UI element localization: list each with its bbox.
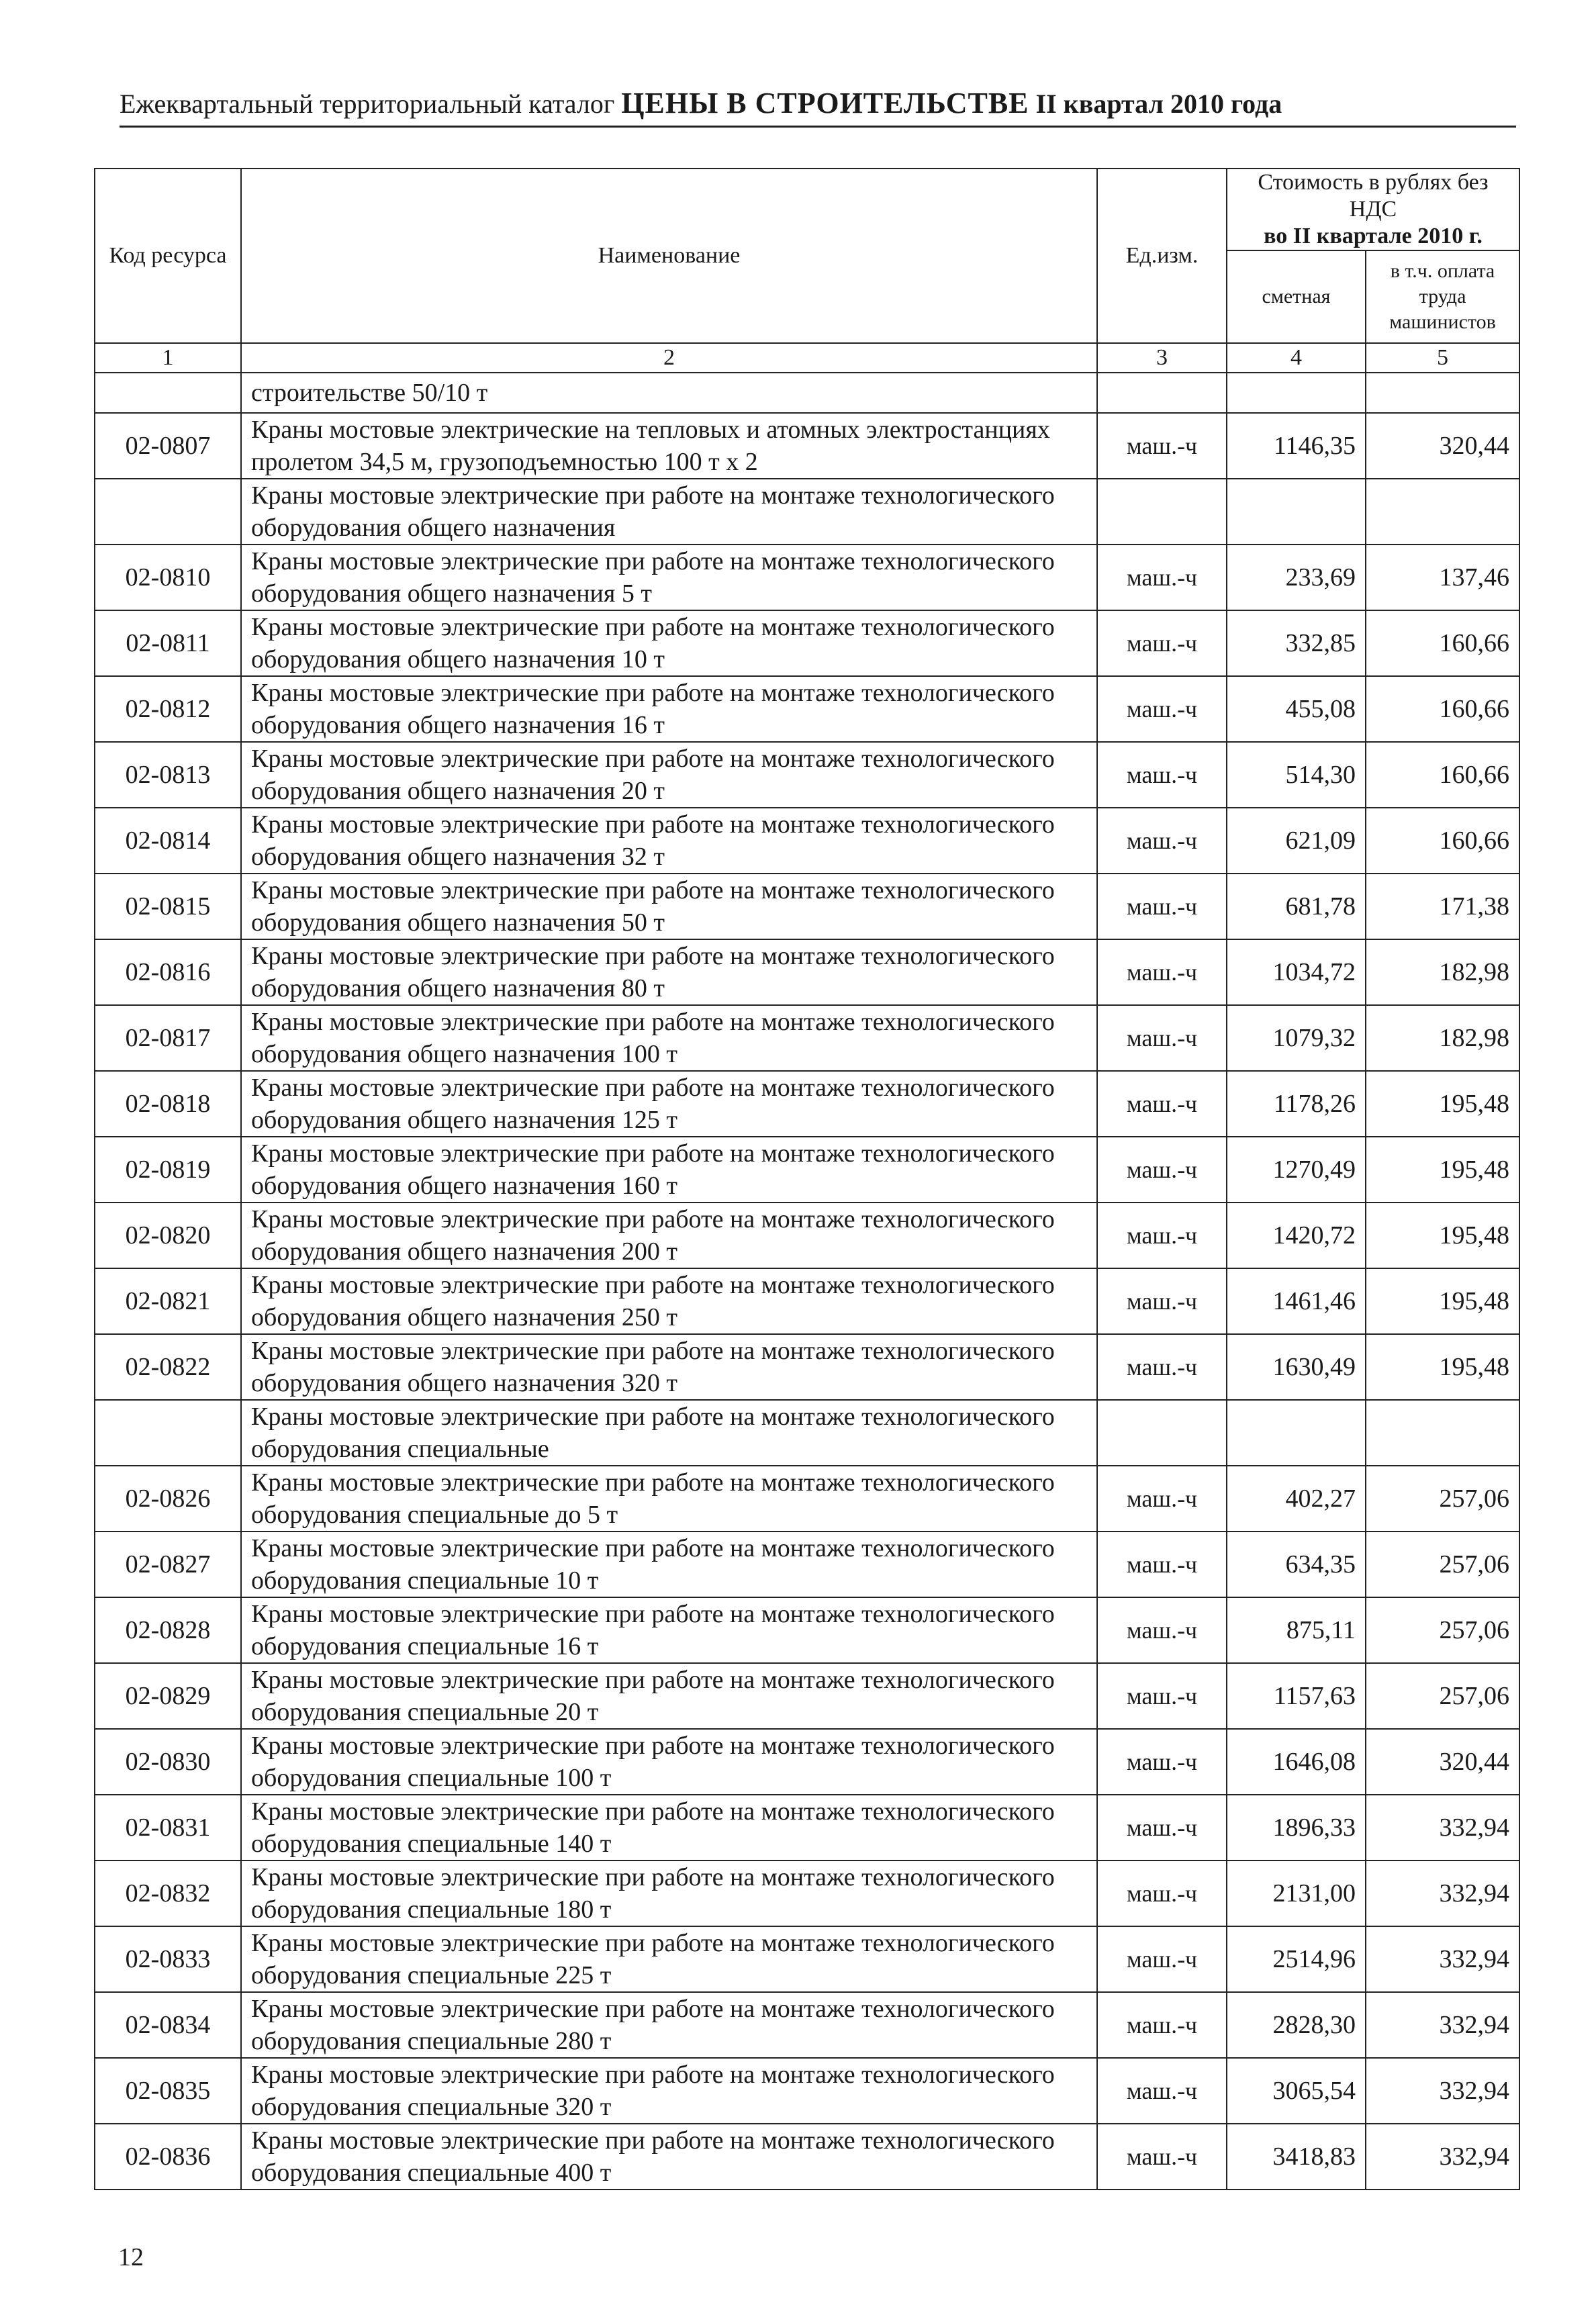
page-header [120, 86, 1516, 128]
cell-cost: 455,08 [1227, 676, 1366, 742]
cell-name: Краны мостовые электрические при работе на монтаже технологического оборудования специальные 225 т [241, 1926, 1097, 1992]
cell-name: Краны мостовые электрические при работе на монтаже технологического оборудования специальные 140 т [241, 1795, 1097, 1861]
cell-wage: 195,48 [1366, 1334, 1519, 1400]
cell-name: Краны мостовые электрические при работе на монтаже технологического оборудования общего назначения 50 т [241, 874, 1097, 939]
cell-unit: маш.-ч [1097, 1071, 1227, 1137]
cell-code [95, 373, 241, 413]
table-row [95, 1334, 1519, 1400]
cell-name: Краны мостовые электрические на тепловых и атомных электростанциях пролетом 34,5 м, грузоподъемностью 100 т х 2 [241, 413, 1097, 479]
table-row [95, 1532, 1519, 1597]
cell-cost: 2131,00 [1227, 1861, 1366, 1926]
cell-unit: маш.-ч [1097, 1466, 1227, 1532]
table-row [95, 610, 1519, 676]
cell-code: 02-0810 [95, 545, 241, 610]
cell-code: 02-0836 [95, 2124, 241, 2190]
cell-name: Краны мостовые электрические при работе на монтаже технологического оборудования общего назначения [241, 479, 1097, 545]
table-row [95, 1268, 1519, 1334]
table-row [95, 1861, 1519, 1926]
table-row [95, 2124, 1519, 2190]
cell-code: 02-0820 [95, 1203, 241, 1268]
cell-cost: 1157,63 [1227, 1663, 1366, 1729]
cell-wage: 160,66 [1366, 610, 1519, 676]
cell-code: 02-0819 [95, 1137, 241, 1203]
cell-wage [1366, 1400, 1519, 1466]
cell-unit: маш.-ч [1097, 874, 1227, 939]
table-row [95, 1597, 1519, 1663]
table-row [95, 808, 1519, 874]
cell-wage: 171,38 [1366, 874, 1519, 939]
header-code: Код ресурса [95, 169, 241, 343]
column-number: 5 [1366, 343, 1519, 373]
table-row [95, 874, 1519, 939]
cell-wage: 160,66 [1366, 808, 1519, 874]
cell-cost: 3418,83 [1227, 2124, 1366, 2190]
cell-cost: 233,69 [1227, 545, 1366, 610]
cell-cost: 681,78 [1227, 874, 1366, 939]
cell-cost [1227, 1400, 1366, 1466]
cell-name: Краны мостовые электрические при работе на монтаже технологического оборудования общего назначения 5 т [241, 545, 1097, 610]
cell-wage [1366, 479, 1519, 545]
cell-name: Краны мостовые электрические при работе на монтаже технологического оборудования общего назначения 32 т [241, 808, 1097, 874]
table-row [95, 1071, 1519, 1137]
header-cost [1227, 169, 1519, 250]
table-row [95, 1926, 1519, 1992]
cell-unit: маш.-ч [1097, 2058, 1227, 2124]
cell-wage: 182,98 [1366, 1005, 1519, 1071]
table-row [95, 676, 1519, 742]
cell-cost [1227, 373, 1366, 413]
cell-code: 02-0826 [95, 1466, 241, 1532]
cell-code: 02-0807 [95, 413, 241, 479]
cell-wage: 195,48 [1366, 1268, 1519, 1334]
cell-code: 02-0832 [95, 1861, 241, 1926]
header-prefix: Ежеквартальный территориальный каталог [120, 89, 622, 119]
table-row [95, 1137, 1519, 1203]
cell-wage: 257,06 [1366, 1532, 1519, 1597]
cell-wage: 195,48 [1366, 1137, 1519, 1203]
cell-name: Краны мостовые электрические при работе на монтаже технологического оборудования общего назначения 20 т [241, 742, 1097, 808]
cell-wage: 257,06 [1366, 1597, 1519, 1663]
cell-name: Краны мостовые электрические при работе на монтаже технологического оборудования общего назначения 160 т [241, 1137, 1097, 1203]
cell-code: 02-0829 [95, 1663, 241, 1729]
cell-code: 02-0821 [95, 1268, 241, 1334]
cell-unit [1097, 1400, 1227, 1466]
cell-cost: 621,09 [1227, 808, 1366, 874]
cell-unit: маш.-ч [1097, 939, 1227, 1005]
cell-unit: маш.-ч [1097, 1795, 1227, 1861]
table-row [95, 373, 1519, 413]
cell-cost: 1896,33 [1227, 1795, 1366, 1861]
cell-name: Краны мостовые электрические при работе на монтаже технологического оборудования общего назначения 16 т [241, 676, 1097, 742]
cell-code [95, 479, 241, 545]
cell-code: 02-0830 [95, 1729, 241, 1795]
cell-wage: 195,48 [1366, 1071, 1519, 1137]
cell-code: 02-0833 [95, 1926, 241, 1992]
cell-cost: 2514,96 [1227, 1926, 1366, 1992]
cell-code: 02-0815 [95, 874, 241, 939]
cell-name: Краны мостовые электрические при работе на монтаже технологического оборудования специальные 16 т [241, 1597, 1097, 1663]
table-row [95, 479, 1519, 545]
cell-code: 02-0831 [95, 1795, 241, 1861]
column-number: 2 [241, 343, 1097, 373]
cell-wage: 137,46 [1366, 545, 1519, 610]
cell-code: 02-0818 [95, 1071, 241, 1137]
cell-unit: маш.-ч [1097, 676, 1227, 742]
table-row [95, 1992, 1519, 2058]
header-name: Наименование [241, 169, 1097, 343]
cell-unit: маш.-ч [1097, 545, 1227, 610]
column-number: 1 [95, 343, 241, 373]
cell-name: Краны мостовые электрические при работе на монтаже технологического оборудования специальные 100 т [241, 1729, 1097, 1795]
table-row [95, 1466, 1519, 1532]
cell-unit: маш.-ч [1097, 742, 1227, 808]
cell-unit: маш.-ч [1097, 413, 1227, 479]
cell-name: Краны мостовые электрические при работе на монтаже технологического оборудования специальные 320 т [241, 2058, 1097, 2124]
cell-cost: 514,30 [1227, 742, 1366, 808]
cell-cost: 1270,49 [1227, 1137, 1366, 1203]
cell-unit: маш.-ч [1097, 808, 1227, 874]
cell-wage [1366, 373, 1519, 413]
header-quarter: II квартал 2010 года [1029, 89, 1282, 119]
cell-wage: 332,94 [1366, 1795, 1519, 1861]
cell-wage: 332,94 [1366, 1992, 1519, 2058]
cell-unit: маш.-ч [1097, 1334, 1227, 1400]
header-cost-line1: Стоимость в рублях без НДС [1258, 170, 1489, 222]
cell-cost: 1630,49 [1227, 1334, 1366, 1400]
cell-wage: 195,48 [1366, 1203, 1519, 1268]
cell-unit: маш.-ч [1097, 1861, 1227, 1926]
cell-code: 02-0835 [95, 2058, 241, 2124]
cell-name: Краны мостовые электрические при работе на монтаже технологического оборудования специальные до 5 т [241, 1466, 1097, 1532]
cell-unit: маш.-ч [1097, 1663, 1227, 1729]
table-row [95, 1005, 1519, 1071]
cell-wage: 332,94 [1366, 1861, 1519, 1926]
cell-cost: 875,11 [1227, 1597, 1366, 1663]
cell-wage: 320,44 [1366, 1729, 1519, 1795]
column-number: 4 [1227, 343, 1366, 373]
cell-unit: маш.-ч [1097, 1597, 1227, 1663]
cell-name: Краны мостовые электрические при работе на монтаже технологического оборудования общего назначения 250 т [241, 1268, 1097, 1334]
cell-name: Краны мостовые электрические при работе на монтаже технологического оборудования общего назначения 10 т [241, 610, 1097, 676]
page-number: 12 [118, 2243, 144, 2271]
cell-name: Краны мостовые электрические при работе на монтаже технологического оборудования общего назначения 200 т [241, 1203, 1097, 1268]
cell-code: 02-0811 [95, 610, 241, 676]
cell-code: 02-0822 [95, 1334, 241, 1400]
cell-code [95, 1400, 241, 1466]
cell-wage: 332,94 [1366, 1926, 1519, 1992]
cell-wage: 257,06 [1366, 1663, 1519, 1729]
cell-wage: 320,44 [1366, 413, 1519, 479]
cell-name: Краны мостовые электрические при работе на монтаже технологического оборудования общего назначения 320 т [241, 1334, 1097, 1400]
table-body [95, 373, 1519, 2190]
header-cost-line2: во II квартале 2010 г. [1264, 224, 1483, 248]
table-row [95, 939, 1519, 1005]
header-estimate: сметная [1227, 250, 1366, 343]
cell-unit: маш.-ч [1097, 1005, 1227, 1071]
cell-name: Краны мостовые электрические при работе на монтаже технологического оборудования общего назначения 80 т [241, 939, 1097, 1005]
cell-unit: маш.-ч [1097, 2124, 1227, 2190]
cell-unit: маш.-ч [1097, 1992, 1227, 2058]
cell-unit: маш.-ч [1097, 1268, 1227, 1334]
cell-code: 02-0817 [95, 1005, 241, 1071]
table-row [95, 742, 1519, 808]
table-row [95, 1663, 1519, 1729]
cell-unit: маш.-ч [1097, 1729, 1227, 1795]
cell-name: Краны мостовые электрические при работе на монтаже технологического оборудования специальные 180 т [241, 1861, 1097, 1926]
table-row [95, 1400, 1519, 1466]
cell-cost: 1034,72 [1227, 939, 1366, 1005]
cell-cost: 3065,54 [1227, 2058, 1366, 2124]
cell-code: 02-0828 [95, 1597, 241, 1663]
cell-unit: маш.-ч [1097, 1926, 1227, 1992]
cell-unit: маш.-ч [1097, 1203, 1227, 1268]
cell-name: Краны мостовые электрические при работе на монтаже технологического оборудования специальные 280 т [241, 1992, 1097, 2058]
cell-wage: 332,94 [1366, 2058, 1519, 2124]
table-row [95, 1729, 1519, 1795]
cell-cost: 1646,08 [1227, 1729, 1366, 1795]
header-unit: Ед.изм. [1097, 169, 1227, 343]
cell-unit [1097, 479, 1227, 545]
cell-unit: маш.-ч [1097, 1532, 1227, 1597]
cell-cost: 2828,30 [1227, 1992, 1366, 2058]
cell-wage: 332,94 [1366, 2124, 1519, 2190]
table-row [95, 1795, 1519, 1861]
cell-code: 02-0812 [95, 676, 241, 742]
cell-name: Краны мостовые электрические при работе на монтаже технологического оборудования специальные [241, 1400, 1097, 1466]
cell-name: Краны мостовые электрические при работе на монтаже технологического оборудования общего назначения 125 т [241, 1071, 1097, 1137]
cell-name: строительстве 50/10 т [241, 373, 1097, 413]
cell-cost [1227, 479, 1366, 545]
cell-code: 02-0814 [95, 808, 241, 874]
price-table [94, 168, 1520, 2190]
table-row [95, 413, 1519, 479]
column-number: 3 [1097, 343, 1227, 373]
catalog-title: ЦЕНЫ В СТРОИТЕЛЬСТВЕ [621, 87, 1029, 120]
cell-cost: 1178,26 [1227, 1071, 1366, 1137]
cell-cost: 1420,72 [1227, 1203, 1366, 1268]
cell-wage: 160,66 [1366, 742, 1519, 808]
cell-unit: маш.-ч [1097, 1137, 1227, 1203]
column-numbers-row [95, 343, 1519, 373]
table-row [95, 545, 1519, 610]
cell-wage: 160,66 [1366, 676, 1519, 742]
cell-name: Краны мостовые электрические при работе на монтаже технологического оборудования специальные 400 т [241, 2124, 1097, 2190]
cell-code: 02-0813 [95, 742, 241, 808]
cell-name: Краны мостовые электрические при работе на монтаже технологического оборудования специальные 10 т [241, 1532, 1097, 1597]
cell-unit: маш.-ч [1097, 610, 1227, 676]
cell-code: 02-0816 [95, 939, 241, 1005]
cell-cost: 1079,32 [1227, 1005, 1366, 1071]
cell-unit [1097, 373, 1227, 413]
cell-code: 02-0834 [95, 1992, 241, 2058]
cell-cost: 1461,46 [1227, 1268, 1366, 1334]
header-wage: в т.ч. оплата труда машинистов [1366, 250, 1519, 343]
cell-wage: 257,06 [1366, 1466, 1519, 1532]
cell-cost: 402,27 [1227, 1466, 1366, 1532]
cell-name: Краны мостовые электрические при работе на монтаже технологического оборудования общего назначения 100 т [241, 1005, 1097, 1071]
cell-cost: 1146,35 [1227, 413, 1366, 479]
cell-wage: 182,98 [1366, 939, 1519, 1005]
cell-name: Краны мостовые электрические при работе на монтаже технологического оборудования специальные 20 т [241, 1663, 1097, 1729]
cell-cost: 332,85 [1227, 610, 1366, 676]
table-row [95, 2058, 1519, 2124]
cell-code: 02-0827 [95, 1532, 241, 1597]
table-row [95, 1203, 1519, 1268]
cell-cost: 634,35 [1227, 1532, 1366, 1597]
